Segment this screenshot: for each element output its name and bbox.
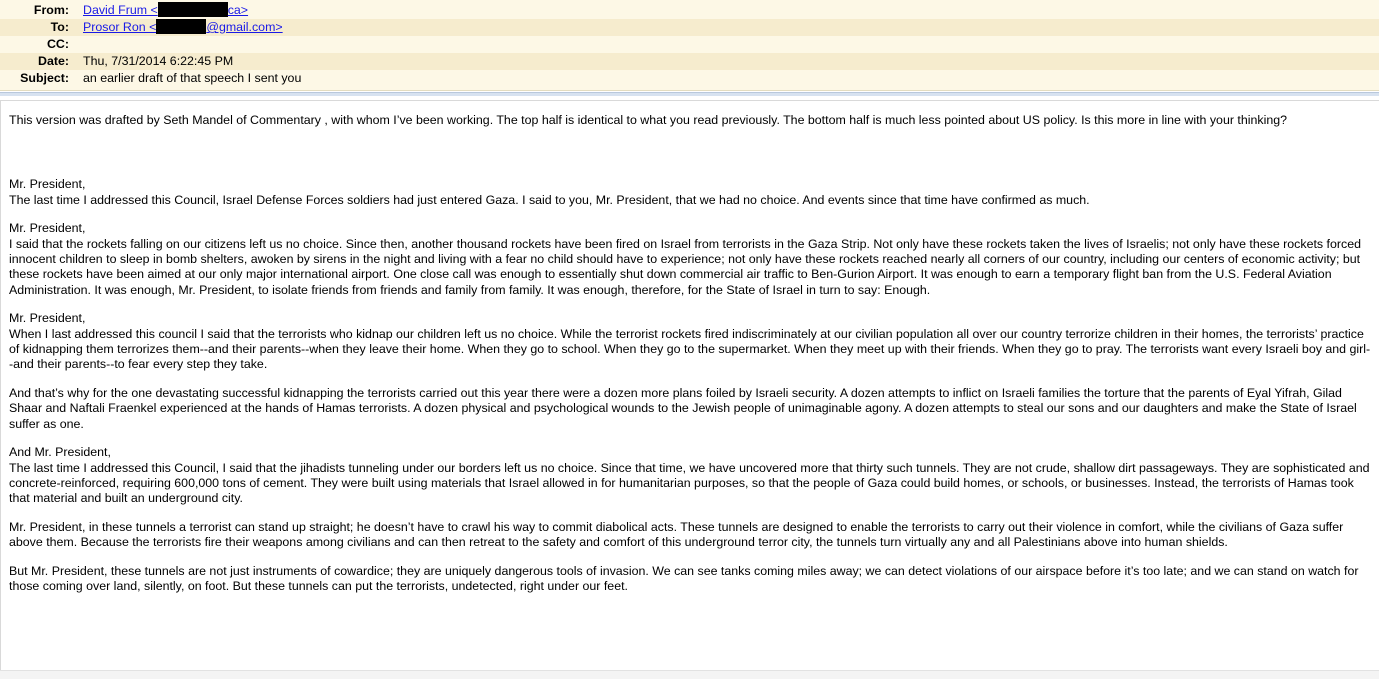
intro-paragraph: This version was drafted by Seth Mandel of Commentary , with whom I’ve been working. The top half is identical to what you read previously. The bottom half is much less pointed about US policy. Is this more in line with your thinking?	[9, 113, 1288, 127]
speech-paragraph	[9, 177, 1371, 208]
paragraph-text: When I last addressed this council I said that the terrorists who kidnap our children left us no choice. While the terrorist rockets fired indiscriminately at our civilian population all over our country terrorize children in their homes, the terrorists’ practice of kidnapping them terrorizes them--and their parents--when they leave their home. When they go to school. When they go to the supermarket. When they meet up with their friends. When they go to pray. The terrorists want every Israeli boy and girl--and their parents--to fear every step they take.	[9, 326, 1371, 372]
salutation: Mr. President,	[9, 221, 86, 236]
paragraph-text: Mr. President, in these tunnels a terrorist can stand up straight; he doesn’t have to crawl his way to commit diabolical acts. These tunnels are designed to enable the terrorists to carry out their violence in comfort, while the civilians of Gaza suffer above them. Because the terrorists fire their weapons among civilians and can then retreat to the safety and comfort of this underground terror city, the tunnels turn virtually any and all Palestinians above into human shields.	[9, 519, 1344, 550]
redaction-box	[158, 2, 228, 17]
salutation: And Mr. President,	[9, 445, 111, 460]
from-suffix: ca>	[227, 3, 249, 17]
date-label: Date:	[38, 54, 69, 68]
redaction-box	[156, 19, 206, 34]
subject-label: Subject:	[20, 71, 69, 85]
speech-paragraph	[9, 311, 1371, 373]
speech-paragraph	[9, 221, 1371, 298]
salutation: Mr. President,	[9, 177, 86, 192]
from-label: From:	[33, 3, 69, 17]
cc-row	[0, 36, 1379, 53]
paragraph-text: And that’s why for the one devastating successful kidnapping the terrorists carried out this year there were a dozen more plans foiled by Israeli security. A dozen attempts to inflict on Israeli families the torture that the parents of Eyal Yifrah, Gilad Shaar and Naftali Fraenkel experienced at the hands of Hamas terrorists. A dozen physical and psychological wounds to the Jewish people of unimaginable agony. A dozen attempts to steal our sons and our daughters and make the State of Israel suffer as one.	[9, 385, 1357, 431]
to-label: To:	[50, 20, 69, 34]
subject-value: an earlier draft of that speech I sent you	[83, 71, 302, 85]
header-divider	[0, 92, 1379, 96]
subject-row	[0, 70, 1379, 87]
date-value: Thu, 7/31/2014 6:22:45 PM	[83, 54, 234, 68]
date-row	[0, 53, 1379, 70]
speech-paragraph	[9, 564, 1371, 595]
to-suffix: @gmail.com>	[206, 20, 283, 34]
speech-paragraph	[9, 520, 1371, 551]
from-name: David Frum <	[83, 3, 158, 17]
speech-paragraph	[9, 445, 1371, 507]
paragraph-text: I said that the rockets falling on our citizens left us no choice. Since then, another thousand rockets have been fired on Israel from terrorists in the Gaza Strip. Not only have these rockets taken the lives of Israelis; not only have these rockets forced innocent children to sleep in bomb shelters, awoken by sirens in the night and living with a fear no child should have to experience; not only have these rockets reached nearly all corners of our country, including our centers of economic activity; but these rockets have been aimed at our only major international airport. One close call was enough to essentially shut down commercial air traffic to Ben-Gurion Airport. It was enough to earn a temporary flight ban from the U.S. Federal Aviation Administration. It was enough, Mr. President, to isolate friends from friends and family from family. It was enough, therefore, for the State of Israel in turn to say: Enough.	[9, 236, 1361, 297]
from-link[interactable]	[83, 3, 248, 17]
to-row	[0, 19, 1379, 36]
cc-label: CC:	[46, 37, 69, 51]
speech-paragraph	[9, 386, 1371, 432]
salutation: Mr. President,	[9, 311, 86, 326]
paragraph-text: The last time I addressed this Council, Israel Defense Forces soldiers had just entered Gaza. I said to you, Mr. President, that we had no choice. And events since that time have confirmed as much.	[9, 192, 1090, 207]
to-name: Prosor Ron <	[83, 20, 157, 34]
window-bottom-edge	[0, 670, 1379, 679]
paragraph-text: But Mr. President, these tunnels are not just instruments of cowardice; they are uniquely dangerous tools of invasion. We can see tanks coming miles away; we can detect violations of our airspace before it’s too late; and we can stand on watch for those coming over land, silently, on foot. But these tunnels can put the terrorists, undetected, right under our feet.	[9, 563, 1359, 593]
from-row	[0, 2, 1379, 19]
to-link[interactable]	[83, 20, 283, 34]
email-header	[0, 0, 1379, 91]
paragraph-text: The last time I addressed this Council, I said that the jihadists tunneling under our borders left us no choice. Since that time, we have uncovered more that thirty such tunnels. They are not crude, shallow dirt passageways. They are sophisticated and concrete-reinforced, requiring 600,000 tons of cement. They were built using materials that Israel allowed in for humanitarian purposes, so that the people of Gaza could build homes, or schools, or businesses. Instead, the terrorists of Hamas took that material and built an underground city.	[9, 460, 1370, 506]
message-body	[0, 100, 1379, 671]
